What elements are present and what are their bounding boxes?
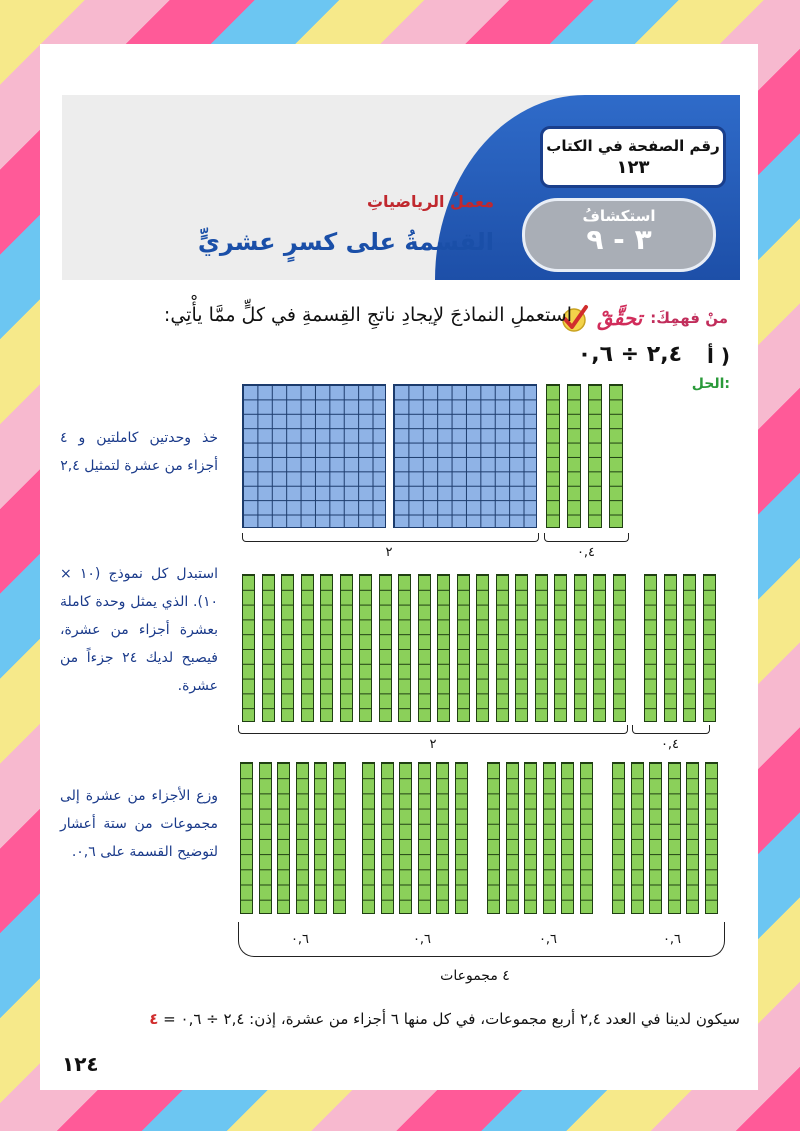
tenth-rod — [664, 574, 677, 722]
tenth-rod — [612, 762, 625, 914]
step-3-text: وزع الأجزاء من عشرة إلى مجموعات من ستة أعشار لتوضيح القسمة على ٠,٦. — [60, 788, 218, 860]
label-group-1: ٠,٦ — [290, 932, 310, 947]
tenth-rod — [437, 574, 450, 722]
tenth-rod — [259, 762, 272, 914]
tenth-rod — [340, 574, 353, 722]
tenth-rod — [399, 762, 412, 914]
tenth-rod — [487, 762, 500, 914]
book-page-box — [540, 126, 726, 188]
tenth-rod — [496, 574, 509, 722]
tenth-rod — [381, 762, 394, 914]
tenth-rod — [705, 762, 718, 914]
label-whole-2: ٢ — [429, 737, 437, 752]
conclusion-text: سيكون لدينا في العدد ٢,٤ أربع مجموعات، في كل منها ٦ أجزاء من عشرة، إذن: ٢,٤ ÷ ٠,٦ = — [163, 1010, 740, 1028]
tenth-rod — [543, 762, 556, 914]
tenth-rod — [631, 762, 644, 914]
tenth-rod — [613, 574, 626, 722]
lesson-title: القسمةُ على كسرٍ عشريٍّ — [197, 228, 494, 256]
hundred-square-1 — [242, 384, 386, 528]
label-group-2: ٠,٦ — [412, 932, 432, 947]
lesson-number: ٣ - ٩ — [586, 223, 652, 256]
tenth-rod — [398, 574, 411, 722]
brace-whole-2 — [238, 725, 628, 734]
tenth-rod — [277, 762, 290, 914]
tenth-rod — [301, 574, 314, 722]
label-group-4: ٠,٦ — [662, 932, 682, 947]
tenth-rod — [554, 574, 567, 722]
check-title: تحقَّقْ — [596, 306, 643, 330]
tenth-rod — [476, 574, 489, 722]
tenth-rod — [574, 574, 587, 722]
conclusion — [149, 1010, 740, 1028]
label-group-3: ٠,٦ — [538, 932, 558, 947]
step-2-text: استبدل كل نموذج (١٠ × ١٠). الذي يمثل وحدة كاملة بعشرة أجزاء من عشرة، فيصبح لديك ٢٤ جزءاً من عشرة. — [60, 566, 218, 694]
tenth-rod — [333, 762, 346, 914]
tenth-rod — [436, 762, 449, 914]
tenth-rod — [506, 762, 519, 914]
brace-tenths-2 — [632, 725, 710, 734]
book-page-number: ١٢٣ — [616, 157, 650, 178]
tenth-rod — [644, 574, 657, 722]
tenth-rod — [686, 762, 699, 914]
tenth-rod — [359, 574, 372, 722]
solution-label: الحل: — [691, 376, 730, 392]
tenth-rod — [649, 762, 662, 914]
tenth-rod — [561, 762, 574, 914]
tenth-rod — [418, 574, 431, 722]
label-whole-1: ٢ — [385, 545, 393, 560]
tenth-rod — [379, 574, 392, 722]
brace-tenths-1 — [544, 533, 629, 542]
check-heading — [559, 300, 728, 336]
tenth-rod — [609, 384, 623, 528]
tenth-rod — [320, 574, 333, 722]
problem-expression: ٢,٤ ÷ ٠,٦ — [577, 342, 682, 367]
page-number: ١٢٤ — [62, 1052, 99, 1076]
tenth-rod — [281, 574, 294, 722]
tenth-rod — [593, 574, 606, 722]
tenth-rod — [242, 574, 255, 722]
conclusion-answer: ٤ — [149, 1010, 159, 1028]
tenth-rod — [262, 574, 275, 722]
step-1-text: خذ وحدتين كاملتين و ٤ أجزاء من عشرة لتمثيل ٢,٤ — [60, 430, 218, 474]
label-tenths-2: ٠,٤ — [660, 737, 680, 752]
tenth-rod — [588, 384, 602, 528]
groups-count-label: ٤ مجموعات — [440, 968, 510, 984]
tenth-rod — [668, 762, 681, 914]
tenth-rod — [535, 574, 548, 722]
explore-label: استكشافُ — [582, 207, 656, 225]
tenth-rod — [683, 574, 696, 722]
check-subtitle: منْ فهمِكَ: — [650, 309, 728, 327]
explore-badge — [522, 198, 716, 272]
tenth-rod — [515, 574, 528, 722]
tenth-rod — [457, 574, 470, 722]
brace-whole-1 — [242, 533, 539, 542]
tenth-rod — [524, 762, 537, 914]
tenth-rod — [240, 762, 253, 914]
tenth-rod — [546, 384, 560, 528]
tenth-rod — [314, 762, 327, 914]
book-page-label: رقم الصفحة في الكتاب — [546, 137, 720, 155]
tenth-rod — [455, 762, 468, 914]
tenth-rod — [567, 384, 581, 528]
tenth-rod — [418, 762, 431, 914]
hundred-square-2 — [393, 384, 537, 528]
instruction-text: استعملِ النماذجَ لإيجادِ ناتجِ القِسمةِ في كلٍّ ممَّا يأْتِي: — [163, 304, 572, 326]
subject-title: معملُ الرياضياتِ — [366, 192, 494, 211]
tenth-rod — [362, 762, 375, 914]
tenth-rod — [580, 762, 593, 914]
label-tenths-1: ٠,٤ — [576, 545, 596, 560]
tenth-rod — [703, 574, 716, 722]
tenth-rod — [296, 762, 309, 914]
problem-label: أ ) — [707, 344, 730, 368]
